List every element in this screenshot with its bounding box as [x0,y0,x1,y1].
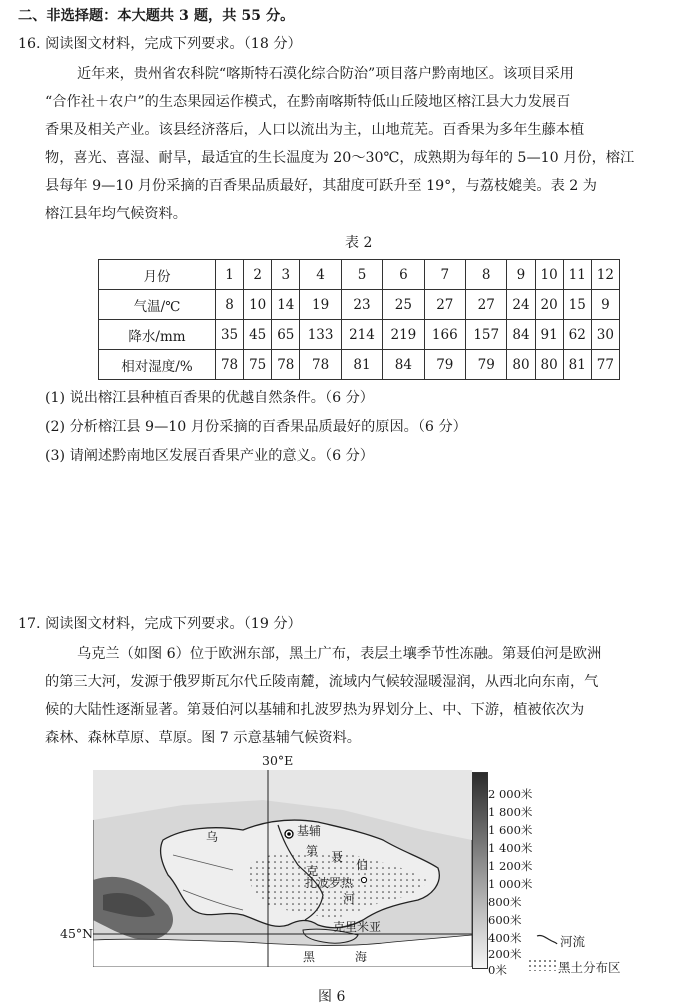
blacksoil-legend-icon [528,959,556,971]
climate-table [98,259,620,380]
table-cell: 65 [272,320,300,350]
figure-caption: 图 6 [318,989,346,1005]
table-cell: 8 [216,290,244,320]
elevation-legend-label: 1 400米 [488,841,533,855]
river-legend-label: 河流 [560,934,586,949]
table-cell: 12 [591,260,619,290]
table-cell: 133 [300,320,341,350]
elevation-legend-label: 200米 [488,947,522,961]
table-cell: 9 [507,260,535,290]
table-cell: 7 [424,260,465,290]
table-cell: 80 [535,350,563,380]
table-cell: 23 [341,290,382,320]
table-cell: 8 [466,260,507,290]
elevation-legend-label: 0米 [488,963,507,977]
map-graphic [93,770,472,967]
q16-para-line: 香果及相关产业。该县经济落后，人口以流出为主，山地荒芜。百香果为多年生藤本植 [45,122,585,138]
table-cell: 78 [272,350,300,380]
longitude-label: 30°E [262,753,294,768]
table-cell: 81 [341,350,382,380]
place-label-black-sea: 黑 [303,950,316,964]
elevation-legend-label: 1 800米 [488,805,533,819]
table-cell: 84 [383,350,424,380]
elevation-legend-label: 2 000米 [488,787,533,801]
q16-sub-question: (1) 说出榕江县种植百香果的优越自然条件。（6 分） [45,390,374,406]
table-cell: 79 [424,350,465,380]
place-label-crimea: 克里米亚 [333,920,382,934]
table-cell: 81 [563,350,591,380]
table-row [99,350,620,380]
table-cell: 84 [507,320,535,350]
table-cell: 11 [563,260,591,290]
table-cell: 5 [341,260,382,290]
place-label-ukraine: 乌 [206,830,219,844]
q17-para-line: 乌克兰（如图 6）位于欧洲东部，黑土广布，表层土壤季节性冻融。第聂伯河是欧洲 [77,646,602,662]
table-cell: 25 [383,290,424,320]
q16-title: 16. 阅读图文材料，完成下列要求。（18 分） [18,36,302,52]
table-cell: 75 [244,350,272,380]
table-row [99,260,620,290]
table-cell: 4 [300,260,341,290]
table-cell: 35 [216,320,244,350]
q17-para-line: 候的大陆性逐渐显著。第聂伯河以基辅和扎波罗热为界划分上、中、下游，植被依次为 [45,702,585,718]
table-cell: 15 [563,290,591,320]
table-cell: 27 [466,290,507,320]
q17-title: 17. 阅读图文材料，完成下列要求。（19 分） [18,616,302,632]
table-cell: 6 [383,260,424,290]
table-cell: 157 [466,320,507,350]
table-caption: 表 2 [345,235,373,251]
table-cell: 20 [535,290,563,320]
table-cell: 78 [216,350,244,380]
table-cell: 2 [244,260,272,290]
table-cell: 24 [507,290,535,320]
table-cell: 219 [383,320,424,350]
table-cell: 79 [466,350,507,380]
blacksoil-legend-label: 黑土分布区 [558,960,621,975]
table-cell: 1 [216,260,244,290]
latitude-label: 45°N [60,926,94,941]
q17-para-line: 森林、森林草原、草原。图 7 示意基辅气候资料。 [45,730,361,746]
elevation-legend-label: 1 600米 [488,823,533,837]
place-label-river: 河 [343,892,356,906]
table-row [99,320,620,350]
river-legend-icon [536,932,558,946]
table-cell: 9 [591,290,619,320]
q16-sub-question: (3) 请阐述黔南地区发展百香果产业的意义。（6 分） [45,448,374,464]
place-label-river: 第 [306,844,319,858]
elevation-legend-bar [472,772,488,969]
table-cell: 166 [424,320,465,350]
section-header: 二、非选择题：本大题共 3 题，共 55 分。 [18,8,295,24]
q16-para-line: “合作社＋农户”的生态果园运作模式，在黔南喀斯特低山丘陵地区榕江县大力发展百 [45,94,571,110]
q16-para-line: 物，喜光、喜湿、耐旱，最适宜的生长温度为 20～30℃，成熟期为每年的 5—10 月份，榕江 [45,150,635,166]
place-label-river: 伯 [356,858,369,872]
place-label-black-sea: 海 [355,950,368,964]
q17-para-line: 的第三大河，发源于俄罗斯瓦尔代丘陵南麓，流域内气候较湿暖湿润，从西北向东南，气 [45,674,599,690]
table-cell: 80 [507,350,535,380]
table-cell: 77 [591,350,619,380]
table-cell: 气温/℃ [99,290,216,320]
table-cell: 降水/mm [99,320,216,350]
q16-para-line: 县每年 9—10 月份采摘的百香果品质最好，其甜度可跃升至 19°，与荔枝媲美。表 2 为 [45,178,597,194]
table-cell: 10 [244,290,272,320]
table-cell: 10 [535,260,563,290]
table-cell: 14 [272,290,300,320]
table-cell: 91 [535,320,563,350]
table-cell: 214 [341,320,382,350]
place-label-kyiv: 基辅 [297,824,322,838]
table-cell: 19 [300,290,341,320]
table-cell: 27 [424,290,465,320]
table-cell: 月份 [99,260,216,290]
elevation-legend-label: 600米 [488,913,522,927]
table-cell: 78 [300,350,341,380]
q16-para-line: 榕江县年均气候资料。 [45,206,187,222]
q16-para-line: 近年来，贵州省农科院“喀斯特石漠化综合防治”项目落户黔南地区。该项目采用 [77,66,574,82]
q16-sub-question: (2) 分析榕江县 9—10 月份采摘的百香果品质最好的原因。（6 分） [45,419,467,435]
elevation-legend-label: 1 000米 [488,877,533,891]
place-label-river: 聂 [331,850,344,864]
elevation-legend-label: 1 200米 [488,859,533,873]
ukraine-map [93,770,472,967]
elevation-legend-label: 800米 [488,895,522,909]
place-label-ke: 克 [306,864,319,878]
place-label-zaporizhzhia: 扎波罗热 [305,876,354,890]
table-cell: 62 [563,320,591,350]
zaporizhzhia-marker [361,877,366,882]
table-cell: 45 [244,320,272,350]
elevation-legend-label: 400米 [488,931,522,945]
table-row [99,290,620,320]
table-cell: 3 [272,260,300,290]
table-cell: 相对湿度/% [99,350,216,380]
table-cell: 30 [591,320,619,350]
